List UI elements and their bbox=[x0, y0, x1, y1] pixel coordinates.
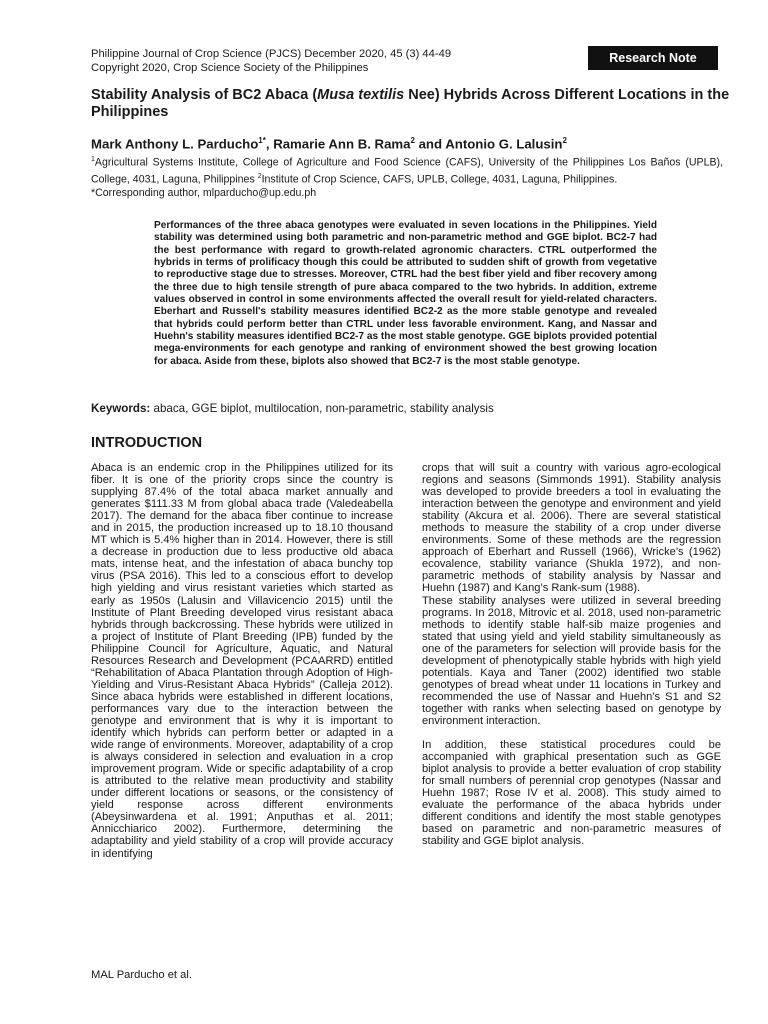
affiliation-2: Institute of Crop Science, CAFS, UPLB, College, 4031, Laguna, Philippines. bbox=[261, 173, 618, 186]
journal-citation: Philippine Journal of Crop Science (PJCS) December 2020, 45 (3) 44-49 bbox=[91, 48, 452, 60]
affiliation-mark: 2 bbox=[257, 172, 262, 180]
author-affiliation-mark: 1* bbox=[258, 136, 266, 145]
running-footer: MAL Parducho et al. bbox=[91, 969, 192, 981]
journal-header bbox=[91, 47, 531, 75]
journal-copyright: Copyright 2020, Crop Science Society of the Philippines bbox=[91, 62, 369, 74]
affiliations bbox=[91, 153, 723, 200]
text-column-left bbox=[91, 462, 393, 860]
author-name: Mark Anthony L. Parducho bbox=[91, 136, 259, 152]
section-heading-introduction: INTRODUCTION bbox=[91, 435, 203, 451]
abstract: Performances of the three abaca genotypes were evaluated in seven locations in the Philippines. Yield stability was determined using both parametric and non-parametric method and GGE biplot. BC2-7 had the best performance with regard to growth-related agronomic characters. CTRL outperformed the hybrids in terms of prolificacy though this could be attributed to sudden shift of growth from vegetative to reproductive stage due to stresses. Moreover, CTRL had the best fiber yield and fiber recovery among the three due to high tensile strength of pure abaca compared to the two hybrids. In addition, extreme values observed in control in some environments affected the overall result for yield-related characters. Eberhart and Russell's stability measures identified BC2-2 as the more stable genotype and revealed that hybrids could perform better than CTRL under less favorable environment. Kang, and Nassar and Huehn's stability measures identified BC2-7 as the most stable genotype. GGE biplots provided potential mega-environments for each genotype and ranking of environment showed the best growing location for abaca. Aside from these, biplots also showed that BC2-7 is the most stable genotype. bbox=[154, 220, 657, 367]
author-affiliation-mark: 2 bbox=[562, 136, 567, 145]
title-part-2: Nee) Hybrids Across Different Locations in the Philippines bbox=[91, 87, 730, 120]
text-column-right bbox=[422, 462, 721, 847]
author-list bbox=[91, 136, 731, 151]
corresponding-author: *Corresponding author, mlparducho@up.edu.ph bbox=[91, 186, 317, 199]
author-name: Ramarie Ann B. Rama bbox=[273, 136, 411, 152]
keywords-label: Keywords: bbox=[91, 402, 151, 415]
title-part-1: Stability Analysis of BC2 Abaca ( bbox=[91, 87, 318, 103]
intro-paragraph: These stability analyses were utilized in several breeding programs. In 2018, Mitrovic et al. 2018, used non-parametric methods to identify stable half-sib maize progenies and stated that using yield and yield stability simultaneously as one of the parameters for selection will provide basis for the development of phenotypically stable hybrids with high yield potentials. Kaya and Taner (2002) identified two stable genotypes of bread wheat under 11 locations in Turkey and recommended the use of Nassar and Huehn’s S1 and S2 together with ranks when selecting based on genotype by environment interaction. bbox=[422, 594, 721, 727]
article-title bbox=[91, 87, 731, 121]
intro-paragraph: Abaca is an endemic crop in the Philippines utilized for its fiber. It is one of the priority crops since the country is supplying 87.4% of the total abaca market annually and generates $111.33 M from global abaca trade (Valedeabella 2017). The demand for the abaca fiber continue to increase and in 2015, the production increased up to 18.10 thousand MT which is 5.4% higher than in 2014. However, there is still a decrease in production due to less productive old abaca mats, intense heat, and the infestation of abaca bunchy top virus (PSA 2016). This led to a conscious effort to develop high yielding and virus resistant varieties which started as early as 1950s (Lalusin and Villavicencio 2015) until the Institute of Plant Breeding developed virus resistant abaca hybrids through backcrossing. These hybrids were utilized in a project of Institute of Plant Breeding (IPB) funded by the Philippine Council for Agriculture, Aquatic, and Natural Resources Research and Development (PCAARRD) entitled “Rehabilitation of Abaca Plantation through Adoption of High-Yielding and Virus-Resistant Abaca Hybrids” (Calleja 2012). Since abaca hybrids were established in different locations, performances vary due to the interaction between the genotype and environment that is why it is important to identify which hybrids can perform better or adapted in a wide range of environments. Moreover, adaptability of a crop is always considered in selection and evaluation in a crop improvement program. Wide or specific adaptability of a crop is attributed to the relative mean productivity and stability under different locations or seasons, or the consistency of yield response across different environments (Abeysinwardena et al. 1991; Anputhas et al. 2011; Annicchiarico 2002). Furthermore, determining the adaptability and yield stability of a crop will provide accuracy in identifying bbox=[91, 462, 393, 860]
keywords-text: abaca, GGE biplot, multilocation, non-parametric, stability analysis bbox=[150, 402, 494, 415]
research-note-badge: Research Note bbox=[588, 46, 718, 70]
author-affiliation-mark: 2 bbox=[410, 136, 415, 145]
author-separator: , bbox=[265, 136, 274, 152]
intro-paragraph: In addition, these statistical procedures could be accompanied with graphical presentation such as GGE biplot analysis to provide a better evaluation of crop stability for small numbers of perennial crop genotypes (Nassar and Huehn 1987; Rose IV et al. 2008). This study aimed to evaluate the performance of the abaca hybrids under different conditions and identify the most stable genotypes based on parametric and non-parametric measures of stability and GGE biplot analysis. bbox=[422, 739, 721, 848]
affiliation-mark: 1 bbox=[91, 156, 95, 163]
title-species: Musa textilis bbox=[317, 87, 405, 103]
paragraph-gap bbox=[422, 727, 721, 739]
affiliation-1: Agricultural Systems Institute, College of Agriculture and Food Science (CAFS), University of the Philippines Los Baños (UPLB), College, 4031, Laguna, Philippines bbox=[91, 156, 723, 186]
author-name: Antonio G. Lalusin bbox=[445, 136, 563, 152]
keywords bbox=[91, 402, 731, 415]
intro-paragraph: crops that will suit a country with various agro-ecological regions and seasons (Simmonds 1991). Stability analysis was developed to provide breeders a tool in evaluating the interaction between the genotype and environment and yield stability (Akcura et al. 2006). There are several statistical methods to measure the stability of a crop under diverse environments. Some of these methods are the regression approach of Eberhart and Russell (1966), Wricke’s (1962) ecovalence, stability variance (Shukla 1972), and non-parametric methods of stability analysis by Nassar and Huehn (1987) and Kang’s Rank-sum (1988). bbox=[422, 462, 721, 595]
author-separator: and bbox=[414, 136, 446, 152]
